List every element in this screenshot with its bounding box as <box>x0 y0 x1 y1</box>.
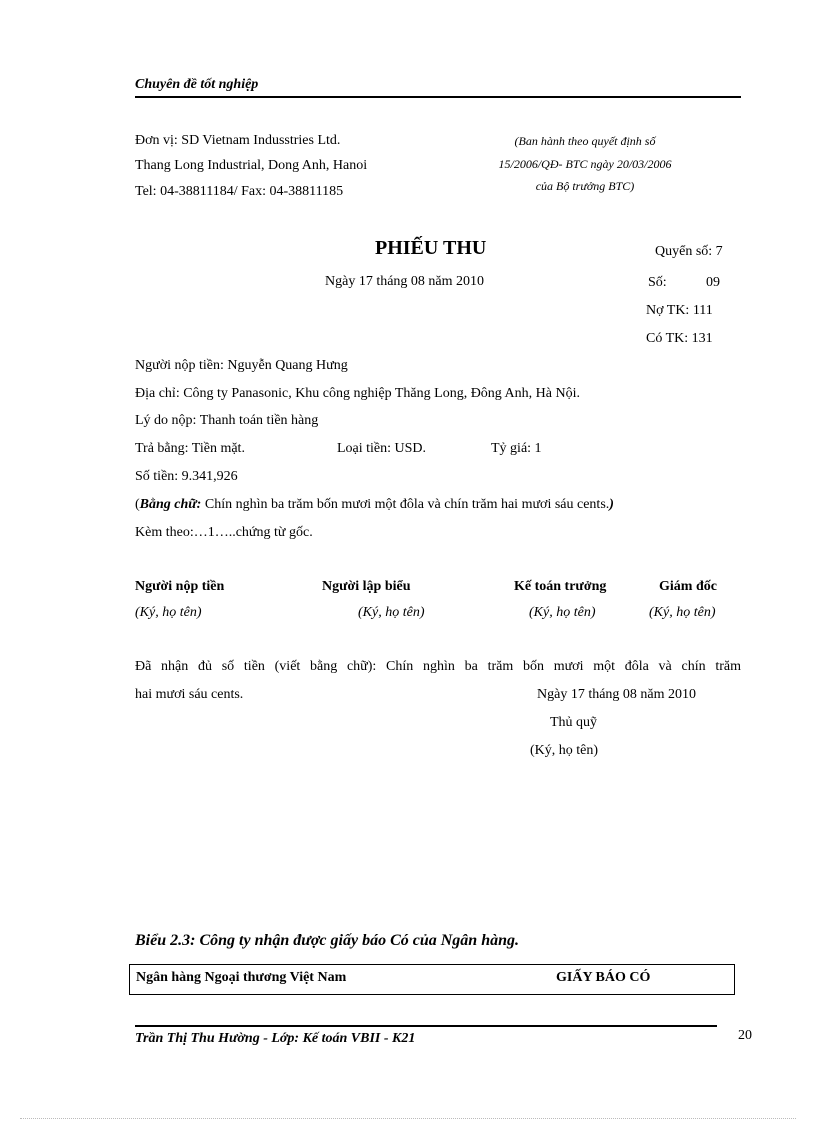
page-bottom-edge <box>20 1118 796 1119</box>
received-line-2: hai mươi sáu cents. <box>135 687 244 702</box>
signature-role-director: Giám đốc <box>659 579 717 594</box>
voucher-debit-account: Nợ TK: 111 <box>646 303 713 318</box>
voucher-number-value: 09 <box>706 275 720 290</box>
credit-note-title: GIẤY BÁO CÓ <box>556 970 651 985</box>
decree-line-2: 15/2006/QĐ- BTC ngày 20/03/2006 <box>498 157 672 171</box>
decree-line-1: (Ban hành theo quyết định số <box>514 134 656 148</box>
cashier-note: (Ký, họ tên) <box>530 743 599 758</box>
voucher-credit-account: Có TK: 131 <box>646 331 713 346</box>
amount-in-words-close: ) <box>609 497 614 512</box>
cashier-title: Thủ quỹ <box>550 715 598 730</box>
voucher-book: Quyển số: 7 <box>655 244 723 259</box>
header-rule <box>135 96 741 98</box>
decree-line-3: của Bộ trưởng BTC) <box>535 179 635 193</box>
bank-credit-note-box <box>129 964 735 995</box>
bank-name: Ngân hàng Ngoại thương Việt Nam <box>136 970 347 985</box>
signature-role-preparer: Người lập biểu <box>322 579 411 594</box>
voucher-title: PHIẾU THU <box>375 237 487 259</box>
signature-role-payer: Người nộp tiền <box>135 579 225 594</box>
unit-line-1: Đơn vị: SD Vietnam Indusstries Ltd. <box>135 133 341 148</box>
voucher-date: Ngày 17 tháng 08 năm 2010 <box>325 274 485 289</box>
signature-note-chief-accountant: (Ký, họ tên) <box>529 605 596 620</box>
page-number: 20 <box>738 1028 752 1043</box>
signature-note-payer: (Ký, họ tên) <box>135 605 202 620</box>
payer-name: Người nộp tiền: Nguyễn Quang Hưng <box>135 358 348 373</box>
figure-caption: Biểu 2.3: Công ty nhận được giấy báo Có của Ngân hàng. <box>135 932 519 949</box>
unit-line-3: Tel: 04-38811184/ Fax: 04-38811185 <box>135 184 344 199</box>
unit-line-2: Thang Long Industrial, Dong Anh, Hanoi <box>135 158 368 173</box>
amount-in-words-open: ( <box>135 497 140 512</box>
currency-type: Loại tiền: USD. <box>337 441 427 456</box>
signature-note-preparer: (Ký, họ tên) <box>358 605 425 620</box>
amount: Số tiền: 9.341,926 <box>135 469 238 484</box>
amount-in-words <box>135 497 614 513</box>
header-title: Chuyên đề tốt nghiệp <box>135 77 259 92</box>
signature-role-chief-accountant: Kế toán trưởng <box>514 579 607 594</box>
amount-in-words-text: Chín nghìn ba trăm bốn mươi một đôla và chín trăm hai mươi sáu cents. <box>201 497 610 512</box>
payment-reason: Lý do nộp: Thanh toán tiền hàng <box>135 413 319 428</box>
footer-author: Trần Thị Thu Hường - Lớp: Kế toán VBII - K21 <box>135 1031 416 1046</box>
exchange-rate: Tỷ giá: 1 <box>491 441 542 456</box>
footer-rule <box>135 1025 717 1027</box>
attached-documents: Kèm theo:…1…..chứng từ gốc. <box>135 525 313 540</box>
payment-method: Trả bằng: Tiền mặt. <box>135 441 245 456</box>
amount-in-words-label: Bằng chữ: <box>139 497 202 512</box>
received-line-1: Đã nhận đủ số tiền (viết bằng chữ): Chín nghìn ba trăm bốn mươi một đôla và chín trăm <box>135 659 741 674</box>
signature-note-director: (Ký, họ tên) <box>649 605 716 620</box>
payer-address: Địa chỉ: Công ty Panasonic, Khu công nghiệp Thăng Long, Đông Anh, Hà Nội. <box>135 386 580 401</box>
received-date: Ngày 17 tháng 08 năm 2010 <box>537 687 697 702</box>
voucher-number-label: Số: <box>648 275 667 290</box>
